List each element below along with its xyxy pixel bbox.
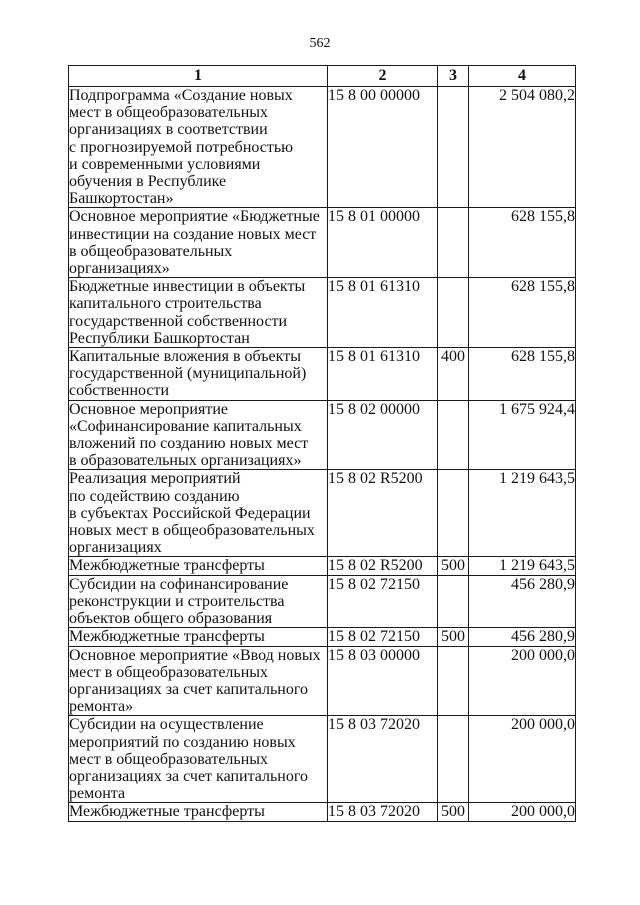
row-code-cell: 15 8 03 00000 (328, 646, 438, 716)
budget-table (68, 65, 576, 822)
row-code-cell: 15 8 02 00000 (328, 400, 438, 470)
row-name-cell: Субсидии на софинансирование реконструкции и строительства объектов общего образования (69, 575, 328, 628)
row-type-cell (438, 87, 469, 208)
table-row (69, 348, 576, 401)
row-code-cell: 15 8 02 72150 (328, 575, 438, 628)
row-name-cell: Основное мероприятие «Бюджетные инвестиции на создание новых мест в общеобразовательных организациях» (69, 208, 328, 278)
column-header-type: 3 (438, 66, 469, 87)
row-type-cell (438, 470, 469, 557)
row-amount-cell: 200 000,0 (469, 646, 576, 716)
table-header-row (69, 66, 576, 87)
page-number: 562 (309, 36, 331, 51)
row-amount-cell: 1 219 643,5 (469, 557, 576, 575)
row-code-cell: 15 8 02 72150 (328, 628, 438, 646)
table-row (69, 278, 576, 348)
row-amount-cell: 200 000,0 (469, 716, 576, 803)
row-name-cell: Межбюджетные трансферты (69, 628, 328, 646)
table-row (69, 628, 576, 646)
column-header-amount: 4 (469, 66, 576, 87)
row-type-cell: 400 (438, 348, 469, 401)
row-name-cell: Межбюджетные трансферты (69, 803, 328, 821)
row-name-cell: Субсидии на осуществление мероприятий по созданию новых мест в общеобразовательных организациях за счет капитального ремонта (69, 716, 328, 803)
row-code-cell: 15 8 01 61310 (328, 348, 438, 401)
row-amount-cell: 1 675 924,4 (469, 400, 576, 470)
column-header-code: 2 (328, 66, 438, 87)
row-type-cell (438, 646, 469, 716)
row-name-cell: Основное мероприятие «Ввод новых мест в общеобразовательных организациях за счет капитального ремонта» (69, 646, 328, 716)
row-type-cell (438, 278, 469, 348)
row-amount-cell: 456 280,9 (469, 628, 576, 646)
row-code-cell: 15 8 03 72020 (328, 716, 438, 803)
table-row (69, 470, 576, 557)
row-type-cell (438, 208, 469, 278)
row-amount-cell: 628 155,8 (469, 348, 576, 401)
row-name-cell: Основное мероприятие «Софинансирование капитальных вложений по созданию новых мест в образовательных организациях» (69, 400, 328, 470)
row-type-cell: 500 (438, 628, 469, 646)
row-name-cell: Капитальные вложения в объекты государственной (муниципальной) собственности (69, 348, 328, 401)
table-row (69, 400, 576, 470)
row-type-cell: 500 (438, 803, 469, 821)
row-amount-cell: 1 219 643,5 (469, 470, 576, 557)
row-amount-cell: 456 280,9 (469, 575, 576, 628)
row-name-cell: Межбюджетные трансферты (69, 557, 328, 575)
row-name-cell: Подпрограмма «Создание новых мест в общеобразовательных организациях в соответствии с прогнозируемой потребностью и современными условиями обучения в Республике Башкортостан» (69, 87, 328, 208)
table-row (69, 646, 576, 716)
row-code-cell: 15 8 03 72020 (328, 803, 438, 821)
row-amount-cell: 200 000,0 (469, 803, 576, 821)
row-type-cell: 500 (438, 557, 469, 575)
column-header-name: 1 (69, 66, 328, 87)
row-code-cell: 15 8 01 61310 (328, 278, 438, 348)
row-amount-cell: 2 504 080,2 (469, 87, 576, 208)
table-row (69, 716, 576, 803)
row-type-cell (438, 400, 469, 470)
table-row (69, 803, 576, 821)
row-name-cell: Бюджетные инвестиции в объекты капитального строительства государственной собственности Республики Башкортостан (69, 278, 328, 348)
table-row (69, 87, 576, 208)
row-type-cell (438, 575, 469, 628)
row-amount-cell: 628 155,8 (469, 278, 576, 348)
row-code-cell: 15 8 01 00000 (328, 208, 438, 278)
row-code-cell: 15 8 02 R5200 (328, 557, 438, 575)
table-row (69, 575, 576, 628)
row-code-cell: 15 8 02 R5200 (328, 470, 438, 557)
row-type-cell (438, 716, 469, 803)
row-amount-cell: 628 155,8 (469, 208, 576, 278)
table-row (69, 208, 576, 278)
row-code-cell: 15 8 00 00000 (328, 87, 438, 208)
row-name-cell: Реализация мероприятий по содействию созданию в субъектах Российской Федерации новых мест в общеобразовательных организациях (69, 470, 328, 557)
table-row (69, 557, 576, 575)
